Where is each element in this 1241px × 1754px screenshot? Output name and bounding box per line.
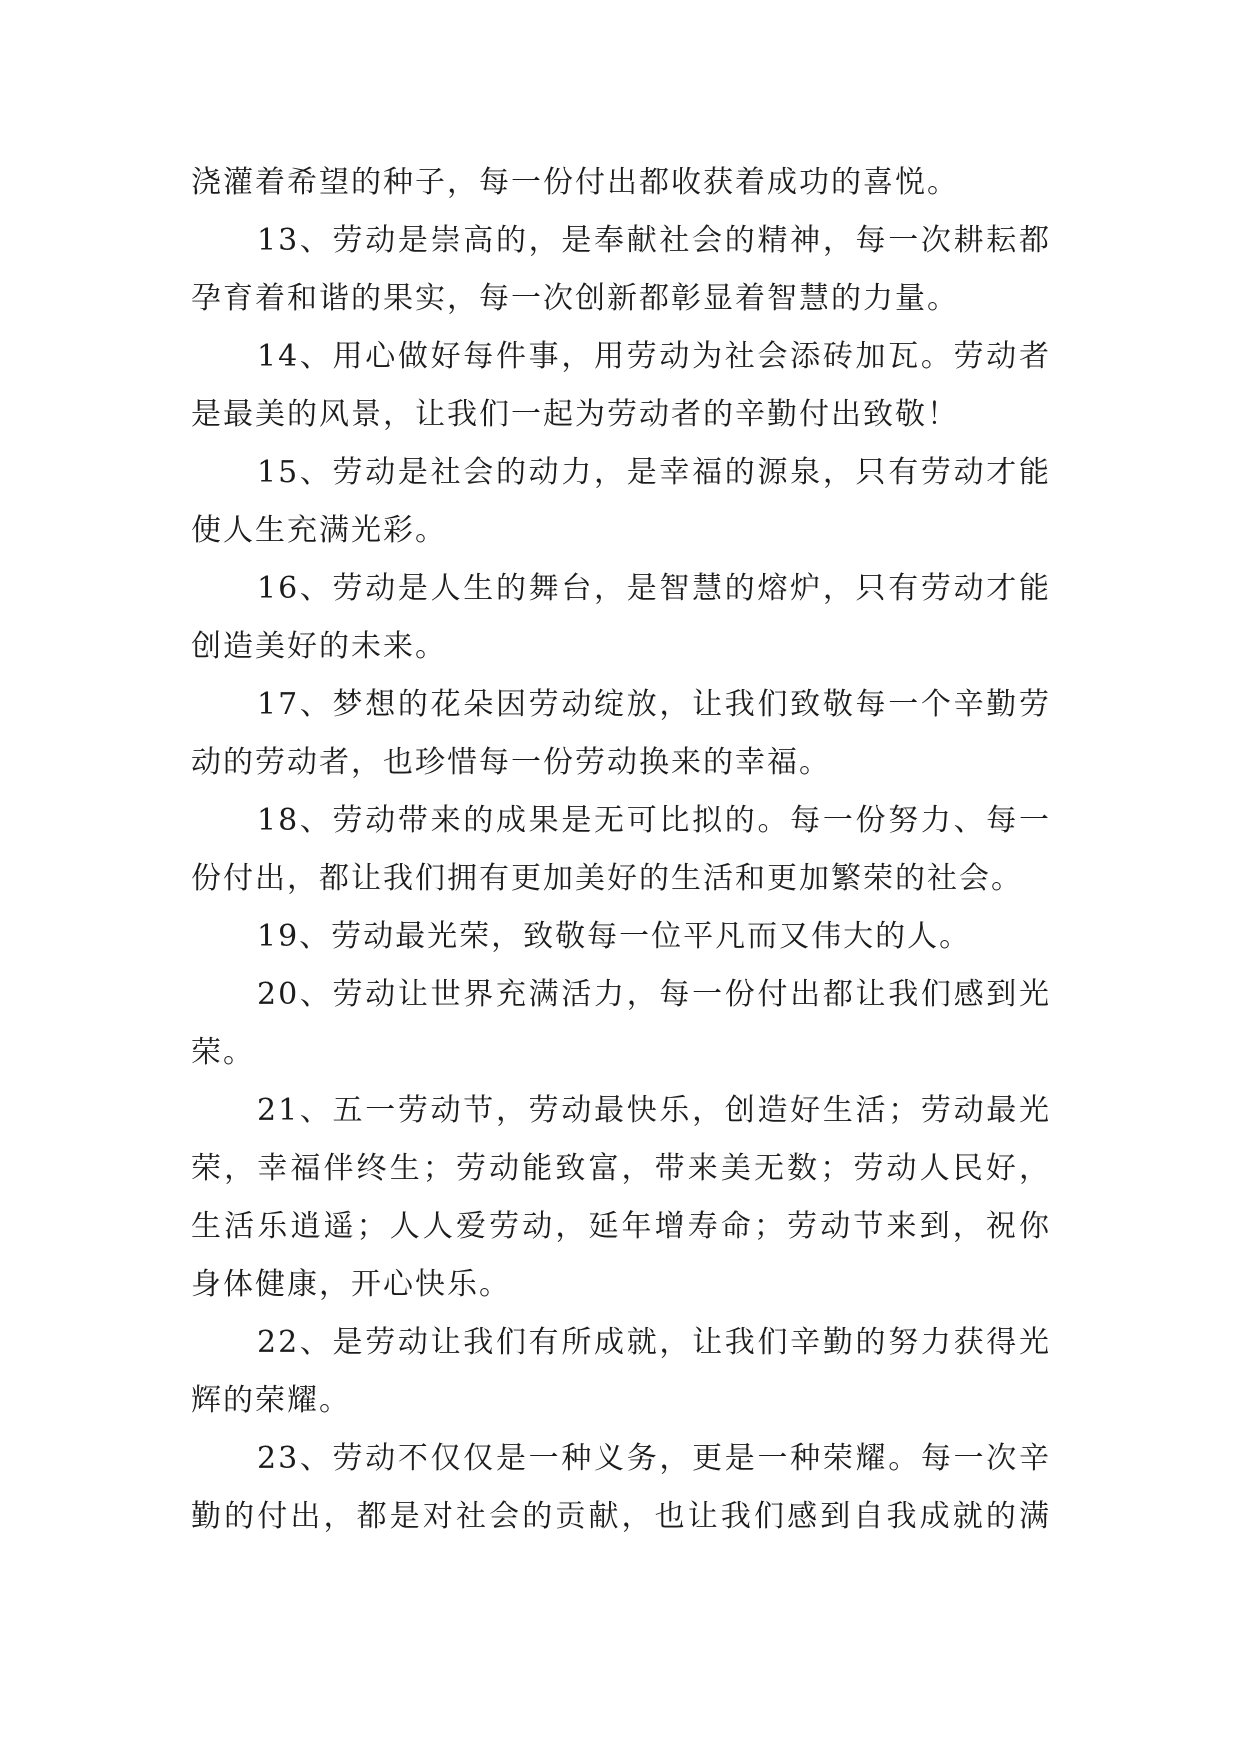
- text-line: 19、劳动最光荣，致敬每一位平凡而又伟大的人。: [257, 919, 972, 954]
- text-line: 生活乐逍遥；人人爱劳动，延年增寿命；劳动节来到，祝你: [191, 1209, 1051, 1244]
- text-line: 动的劳动者，也珍惜每一份劳动换来的幸福。: [191, 745, 831, 780]
- paragraph-18: [191, 792, 1051, 908]
- text-line: 15、劳动是社会的动力，是幸福的源泉，只有劳动才能: [257, 455, 1051, 490]
- text-line: 荣，幸福伴终生；劳动能致富，带来美无数；劳动人民好，: [191, 1151, 1051, 1186]
- text-line: 14、用心做好每件事，用劳动为社会添砖加瓦。劳动者: [257, 339, 1051, 374]
- text-line: 份付出，都让我们拥有更加美好的生活和更加繁荣的社会。: [191, 861, 1023, 896]
- paragraph-20: [191, 966, 1051, 1082]
- paragraph-19: [191, 908, 1051, 966]
- text-line: 辉的荣耀。: [191, 1383, 351, 1418]
- text-line: 13、劳动是崇高的，是奉献社会的精神，每一次耕耘都: [257, 223, 1051, 258]
- text-line: 勤的付出，都是对社会的贡献，也让我们感到自我成就的满: [191, 1499, 1051, 1534]
- text-line: 浇灌着希望的种子，每一份付出都收获着成功的喜悦。: [191, 165, 959, 200]
- paragraph-13: [191, 212, 1051, 328]
- text-line: 18、劳动带来的成果是无可比拟的。每一份努力、每一: [257, 803, 1051, 838]
- text-line: 荣。: [191, 1035, 255, 1070]
- paragraph-22: [191, 1314, 1051, 1430]
- paragraph-14: [191, 328, 1051, 444]
- paragraph-16: [191, 560, 1051, 676]
- text-line: 孕育着和谐的果实，每一次创新都彰显着智慧的力量。: [191, 281, 959, 316]
- text-line: 创造美好的未来。: [191, 629, 447, 664]
- paragraph-17: [191, 676, 1051, 792]
- paragraph-23: [191, 1430, 1051, 1546]
- text-line: 23、劳动不仅仅是一种义务，更是一种荣耀。每一次辛: [257, 1441, 1051, 1476]
- body-text: [191, 154, 1051, 1546]
- text-line: 22、是劳动让我们有所成就，让我们辛勤的努力获得光: [257, 1325, 1051, 1360]
- text-line: 身体健康，开心快乐。: [191, 1267, 511, 1302]
- text-line: 21、五一劳动节，劳动最快乐，创造好生活；劳动最光: [257, 1093, 1051, 1128]
- text-line: 是最美的风景，让我们一起为劳动者的辛勤付出致敬！: [191, 397, 959, 432]
- text-line: 使人生充满光彩。: [191, 513, 447, 548]
- text-line: 20、劳动让世界充满活力，每一份付出都让我们感到光: [257, 977, 1051, 1012]
- continued-paragraph: [191, 154, 1051, 212]
- paragraph-15: [191, 444, 1051, 560]
- paragraph-21: [191, 1082, 1051, 1314]
- text-line: 16、劳动是人生的舞台，是智慧的熔炉，只有劳动才能: [257, 571, 1051, 606]
- text-line: 17、梦想的花朵因劳动绽放，让我们致敬每一个辛勤劳: [257, 687, 1051, 722]
